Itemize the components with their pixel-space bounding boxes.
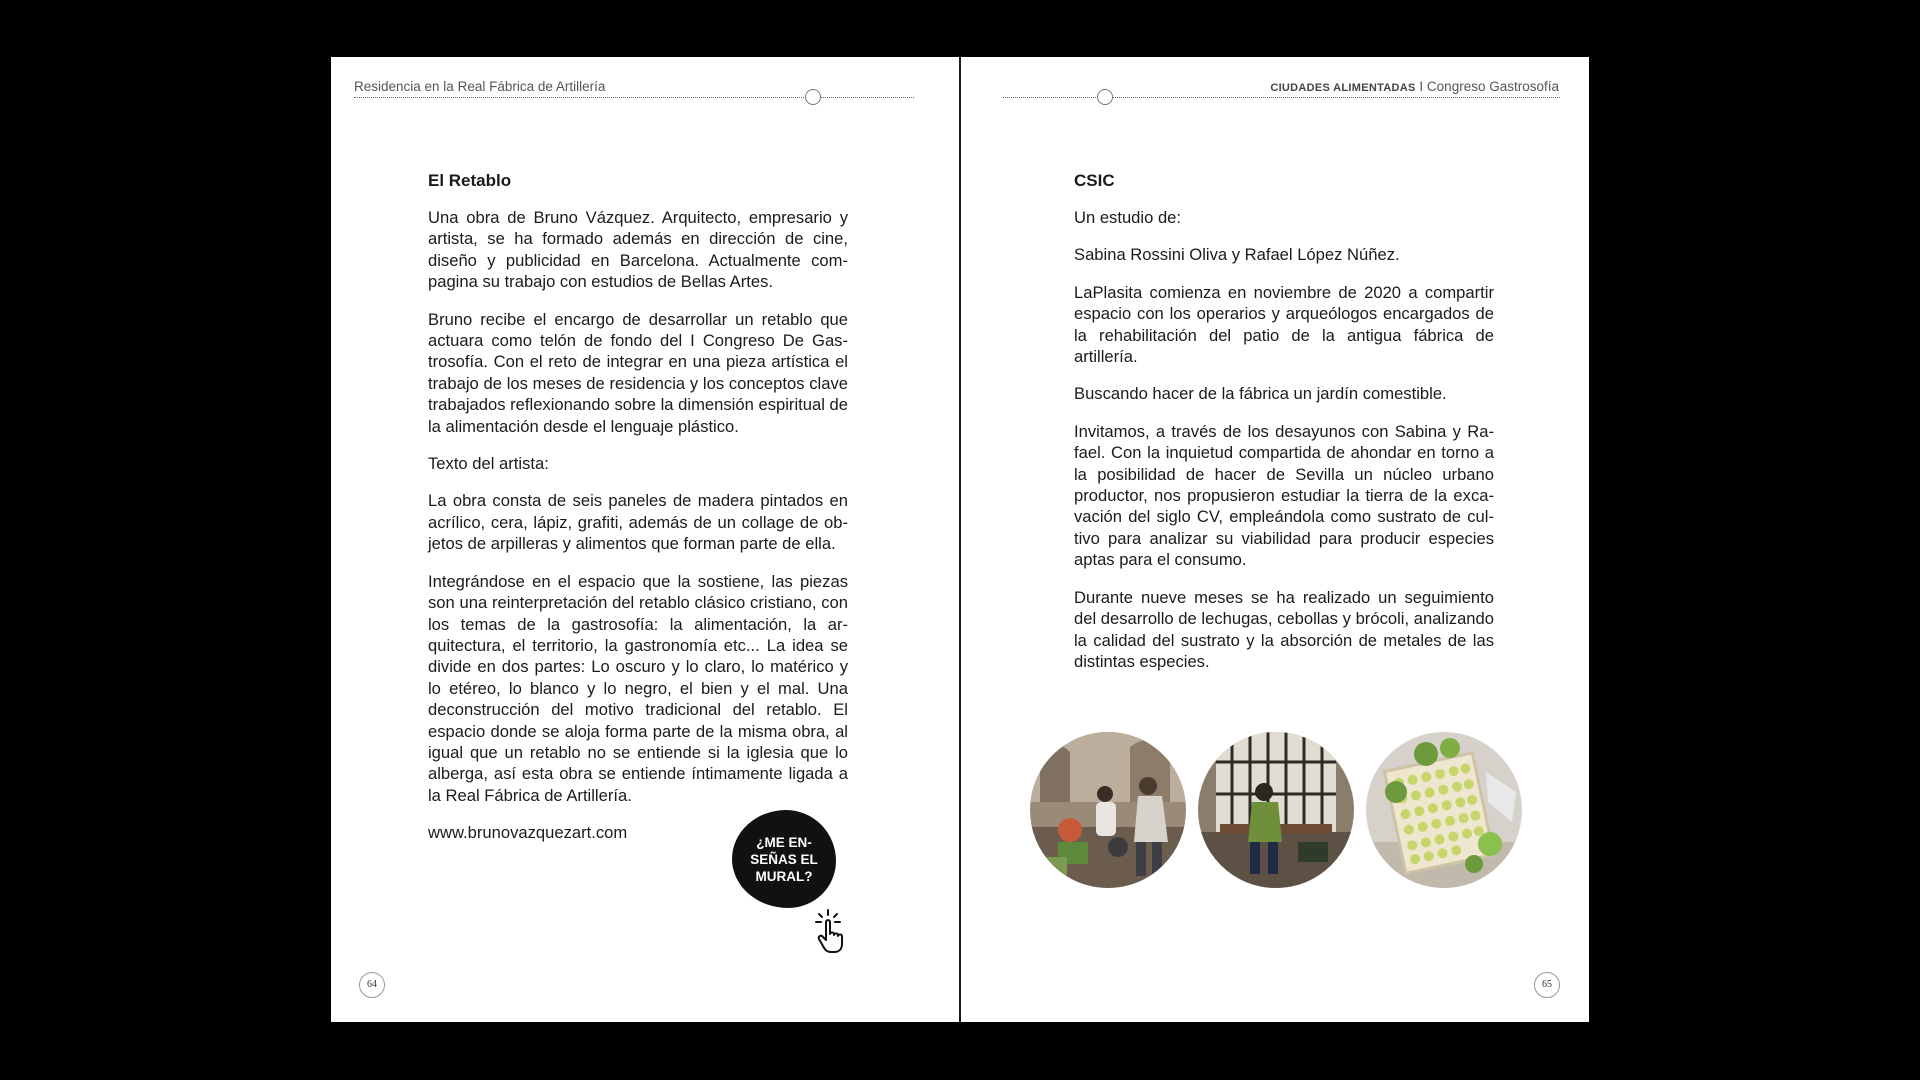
left-page — [331, 57, 959, 1022]
running-head-rest: I Congreso Gastrosofía — [1415, 79, 1559, 94]
paragraph: Texto del artista: — [428, 454, 549, 474]
paragraph: Buscando hacer de la fábrica un jardín comestible. — [1074, 384, 1447, 404]
paragraph: Integrándose en el espacio que la sostiene, las piezas son una reinterpretación del retablo clásico cristiano, con los temas de la gastrosofía: la alimentación, la arquitectura, el territorio, la gastronomía etc... La idea se divide en dos partes: Lo oscuro y lo claro, lo matérico y lo etéreo, lo blanco y lo negro, el bien y el mal. Una deconstrucción del motivo tradicional del retablo. El espacio donde se aloja forma parte de la misma obra, al igual que un retablo no se entiende si la iglesia que lo alberga, así esta obra se entiende íntimamente ligada a la Real Fábrica de Artillería. — [428, 571, 848, 805]
section-title-csic: CSIC — [1074, 171, 1115, 190]
running-head-left: Residencia en la Real Fábrica de Artillería — [354, 79, 606, 94]
paragraph: Una obra de Bruno Vázquez. Arquitecto, empresario y artista, se ha formado además en dirección de cine, diseño y publicidad en Barcelona. Actualmente compagina su trabajo con estudios de Bellas Artes. — [428, 208, 848, 292]
right-page — [961, 57, 1589, 1022]
paragraph: Un estudio de: — [1074, 208, 1182, 227]
courtyard-photo — [1198, 732, 1354, 888]
pointing-hand-click-icon[interactable] — [814, 908, 856, 954]
paragraph: Durante nueve meses se ha realizado un seguimiento del desarrollo de lechugas, cebollas y brócoli, analizando la calidad del sustrato y la absorción de metales de las distintas especies. — [1074, 587, 1494, 671]
page-number-right: 65 — [1534, 972, 1560, 998]
cta-line: SEÑAS EL — [750, 851, 818, 867]
website-link[interactable]: www.brunovazquezart.com — [428, 823, 628, 843]
section-title-retablo: El Retablo — [428, 171, 512, 190]
cta-line: MURAL? — [755, 868, 813, 884]
running-head-bold: CIUDADES ALIMENTADAS — [1270, 82, 1416, 94]
header-rule — [1003, 97, 1560, 98]
running-head-right — [1270, 79, 1559, 94]
paragraph: Sabina Rossini Oliva y Rafael López Núñez. — [1074, 245, 1400, 265]
show-mural-button[interactable] — [732, 810, 836, 908]
header-rule-node — [1097, 89, 1113, 105]
left-text-column — [428, 170, 848, 860]
people-working-photo — [1030, 732, 1186, 888]
header-rule — [354, 97, 914, 98]
paragraph: La obra consta de seis paneles de madera pintados en acrílico, cera, lápiz, grafiti, además de un collage de objetos de arpilleras y alimentos que forman parte de ella. — [428, 491, 848, 554]
seedling-tray-photo — [1366, 732, 1522, 888]
paragraph: Bruno recibe el encargo de desarrollar un retablo que actuara como telón de fondo del I Congreso De Gastrosofía. Con el reto de integrar en una pieza artística el trabajo de los meses de residencia y los conceptos clave trabajados reflexionando sobre la dimensión espiritual de la alimentación desde el lenguaje plástico. — [428, 309, 848, 436]
page-number-left: 64 — [359, 972, 385, 998]
paragraph: Invitamos, a través de los desayunos con Sabina y Rafael. Con la inquietud compartida de ahondar en torno a la posibilidad de hacer de Sevilla un núcleo urbano productor, nos propusieron estudiar la tierra de la excavación del siglo CV, empleándola como sustrato de cultivo para analizar su viabilidad para producir especies aptas para el consumo. — [1074, 421, 1494, 570]
paragraph: LaPlasita comienza en noviembre de 2020 a compartir espacio con los operarios y arqueólogos encargados de la rehabilitación del patio de la antigua fábrica de artillería. — [1074, 282, 1494, 367]
header-rule-node — [805, 89, 821, 105]
cta-line: ¿ME EN- — [756, 834, 812, 850]
right-text-column — [1074, 170, 1494, 688]
